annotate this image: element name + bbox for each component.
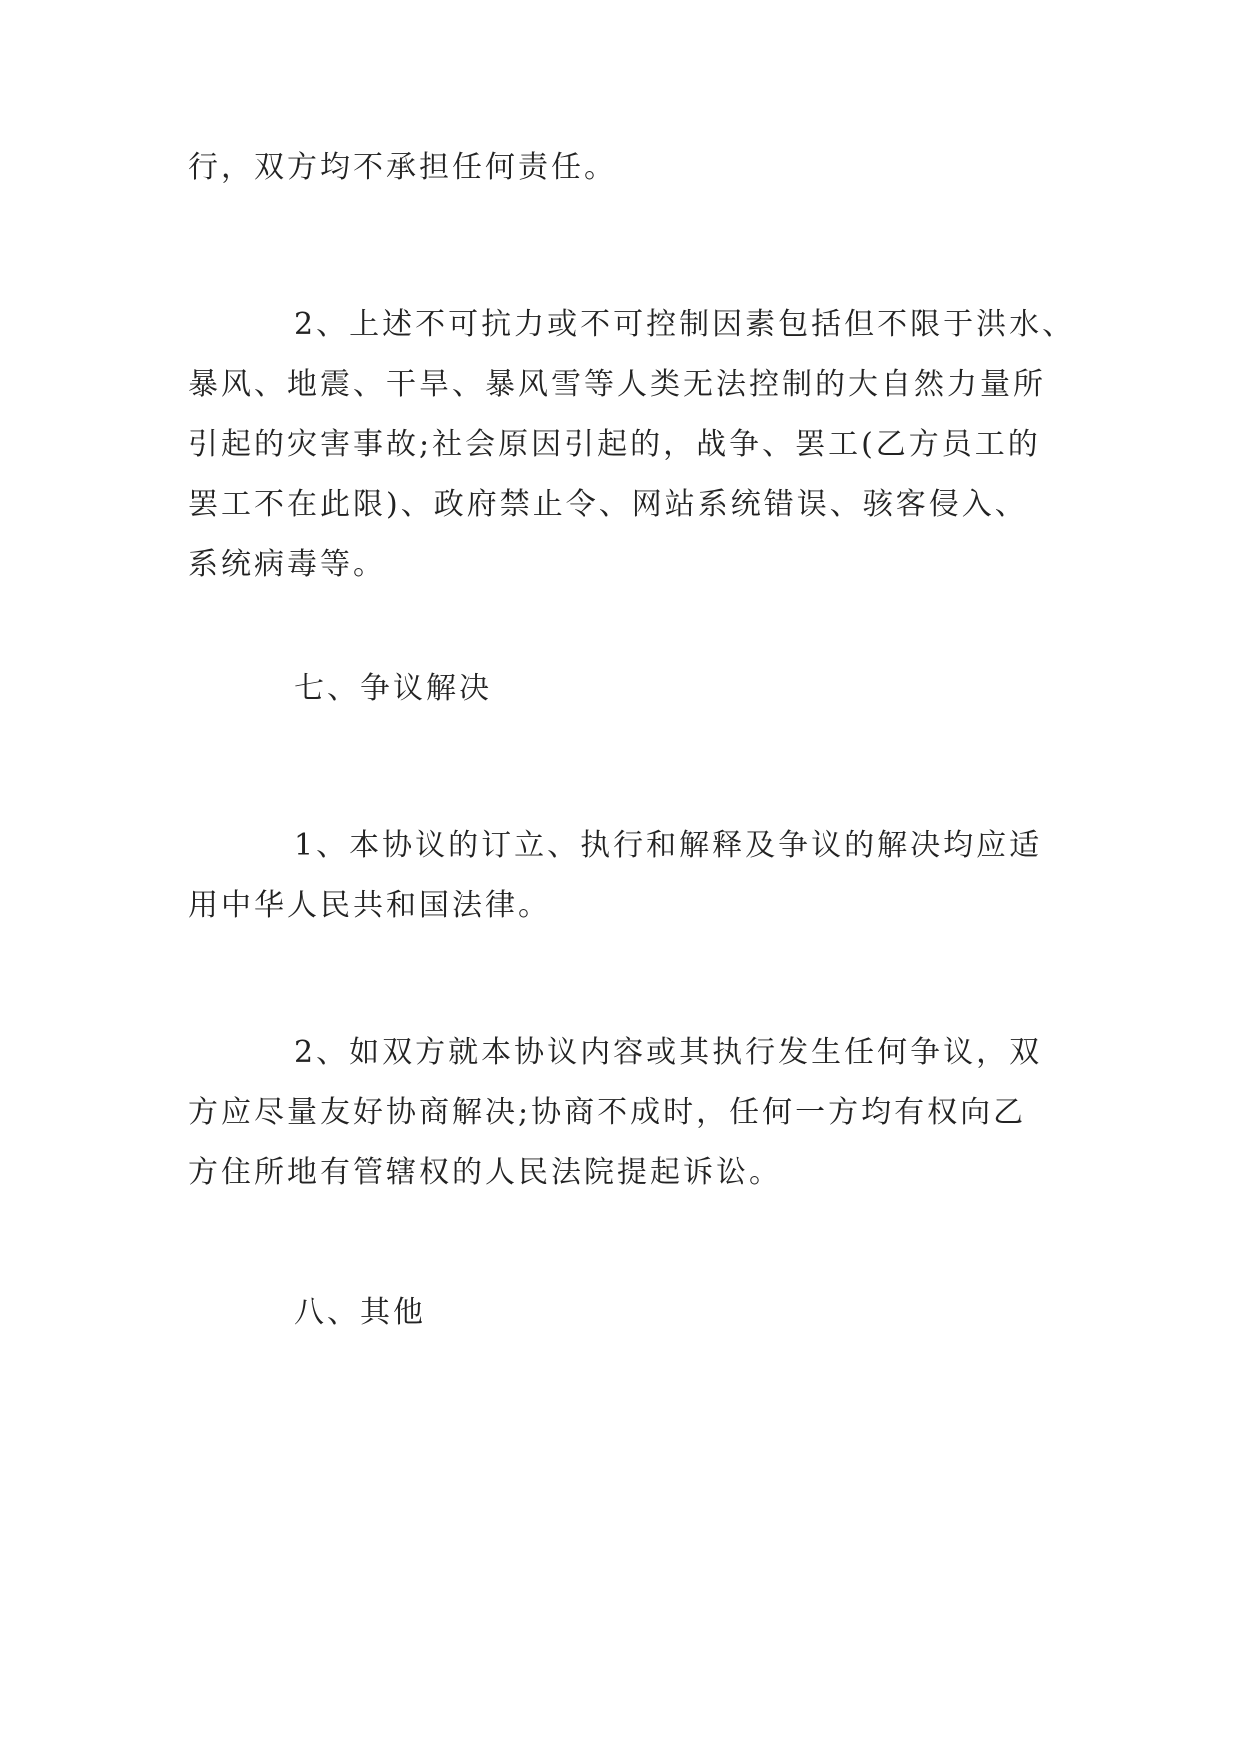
paragraph-continuation bbox=[188, 138, 1058, 198]
text-line: 引起的灾害事故;社会原因引起的，战争、罢工(乙方员工的 bbox=[188, 427, 1041, 462]
text-line: 行，双方均不承担任何责任。 bbox=[188, 150, 617, 185]
text-line: 方住所地有管辖权的人民法院提起诉讼。 bbox=[188, 1155, 782, 1190]
text-line: 1、本协议的订立、执行和解释及争议的解决均应适 bbox=[294, 828, 1043, 863]
section-heading-dispute-resolution bbox=[188, 659, 1058, 719]
text-line: 暴风、地震、干旱、暴风雪等人类无法控制的大自然力量所 bbox=[188, 367, 1046, 402]
heading-text: 七、争议解决 bbox=[294, 671, 492, 706]
paragraph-force-majeure-scope bbox=[188, 295, 1076, 595]
text-line: 用中华人民共和国法律。 bbox=[188, 888, 551, 923]
text-line: 方应尽量友好协商解决;协商不成时，任何一方均有权向乙 bbox=[188, 1095, 1027, 1130]
heading-text: 八、其他 bbox=[294, 1295, 426, 1330]
text-line: 2、上述不可抗力或不可控制因素包括但不限于洪水、 bbox=[294, 307, 1076, 342]
paragraph-governing-law bbox=[188, 816, 1058, 936]
paragraph-dispute-litigation bbox=[188, 1023, 1058, 1203]
text-line: 2、如双方就本协议内容或其执行发生任何争议，双 bbox=[294, 1035, 1043, 1070]
text-line: 罢工不在此限)、政府禁止令、网站系统错误、骇客侵入、 bbox=[188, 487, 1028, 522]
text-line: 系统病毒等。 bbox=[188, 547, 386, 582]
section-heading-other bbox=[188, 1283, 1058, 1343]
